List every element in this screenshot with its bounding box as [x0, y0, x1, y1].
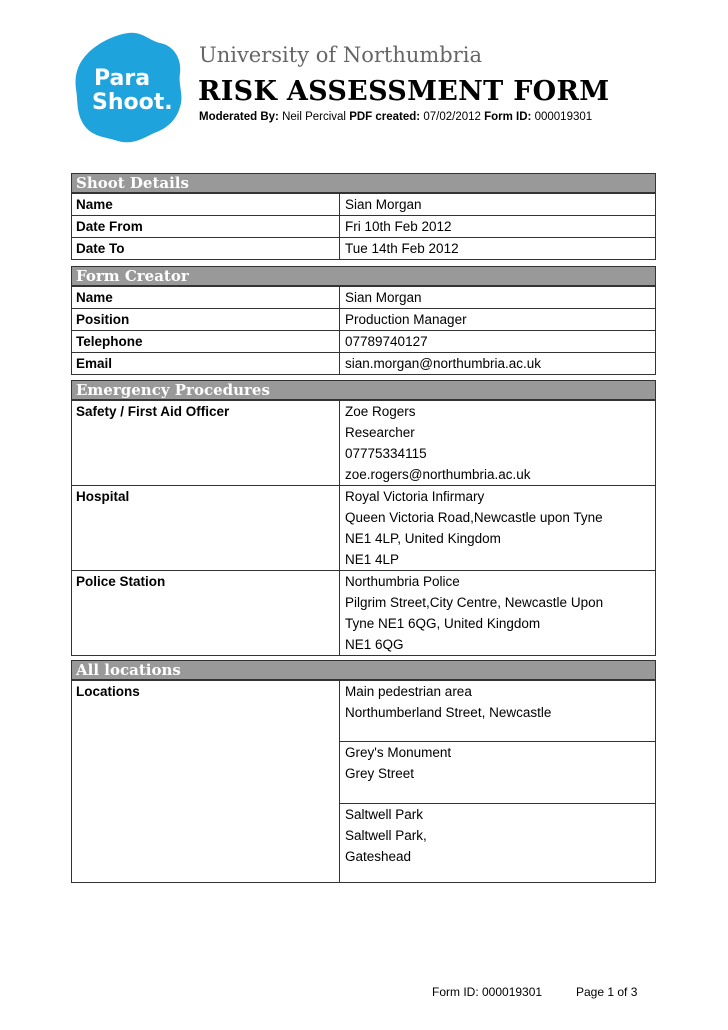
shoot-details-section [71, 173, 656, 260]
row-label: Email [76, 356, 113, 371]
row-value-line: NE1 4LP [345, 552, 400, 567]
moderated-label: Moderated By: [199, 111, 279, 123]
row-label: Name [76, 197, 113, 212]
row-value-line: Pilgrim Street,City Centre, Newcastle Upon [345, 595, 604, 610]
location-line: Grey Street [345, 766, 415, 781]
section-heading: All locations [71, 660, 656, 680]
location-group [340, 681, 655, 742]
row-label: Date To [76, 241, 125, 256]
pdf-created-value: 07/02/2012 [423, 111, 481, 123]
table-row [72, 309, 656, 331]
moderated-value: Neil Percival [282, 111, 346, 123]
row-label: Police Station [76, 574, 166, 589]
row-label: Telephone [76, 334, 143, 349]
row-value: Production Manager [345, 312, 467, 327]
table-row [72, 331, 656, 353]
parashoot-logo [72, 29, 185, 146]
row-value: Tue 14th Feb 2012 [345, 241, 459, 256]
row-label: Name [76, 290, 113, 305]
location-line: Saltwell Park, [345, 828, 427, 843]
page-footer [432, 985, 638, 999]
row-value-line: NE1 6QG [345, 637, 404, 652]
row-value: Fri 10th Feb 2012 [345, 219, 452, 234]
row-label: Position [76, 312, 130, 327]
row-label: Hospital [76, 489, 130, 504]
shoot-details-table [71, 193, 656, 260]
pdf-created-label: PDF created: [349, 111, 421, 123]
emergency-table [71, 400, 656, 656]
table-row [72, 486, 656, 571]
logo-text-shoot: Shoot. [92, 90, 173, 115]
table-row [72, 194, 656, 216]
form-meta [199, 110, 592, 124]
location-group [340, 742, 655, 804]
location-group [340, 804, 655, 882]
location-line: Grey's Monument [345, 745, 452, 760]
section-heading: Emergency Procedures [71, 380, 656, 400]
location-line: Gateshead [345, 849, 412, 864]
location-line: Main pedestrian area [345, 684, 472, 699]
section-heading: Shoot Details [71, 173, 656, 193]
row-value: Sian Morgan [345, 290, 422, 305]
row-value-line: Zoe Rogers [345, 404, 416, 419]
row-label: Safety / First Aid Officer [76, 404, 230, 419]
row-value-line: 07775334115 [345, 446, 427, 461]
table-row [72, 571, 656, 656]
row-value: Sian Morgan [345, 197, 422, 212]
row-value-line: Tyne NE1 6QG, United Kingdom [345, 616, 541, 631]
table-row [72, 238, 656, 260]
page-number: Page 1 of 3 [576, 985, 638, 999]
row-value-line: Northumbria Police [345, 574, 460, 589]
university-name: University of Northumbria [199, 43, 483, 67]
form-creator-section [71, 266, 656, 375]
row-label: Date From [76, 219, 143, 234]
row-value-line: Royal Victoria Infirmary [345, 489, 485, 504]
table-row [72, 353, 656, 375]
row-value-line: zoe.rogers@northumbria.ac.uk [345, 467, 531, 482]
form-creator-table [71, 286, 656, 375]
table-row [72, 216, 656, 238]
row-value: 07789740127 [345, 334, 428, 349]
row-value-line: Queen Victoria Road,Newcastle upon Tyne [345, 510, 603, 525]
form-id-label: Form ID: [484, 111, 532, 123]
table-row [72, 287, 656, 309]
row-value: sian.morgan@northumbria.ac.uk [345, 356, 542, 371]
all-locations-section [71, 660, 656, 883]
row-value-line: Researcher [345, 425, 415, 440]
locations-table [71, 680, 656, 883]
section-heading: Form Creator [71, 266, 656, 286]
emergency-procedures-section [71, 380, 656, 656]
location-line: Northumberland Street, Newcastle [345, 705, 552, 720]
form-title: RISK ASSESSMENT FORM [198, 76, 610, 107]
table-row [72, 681, 656, 883]
location-line: Saltwell Park [345, 807, 424, 822]
row-value-line: NE1 4LP, United Kingdom [345, 531, 501, 546]
form-id-value: 000019301 [534, 111, 593, 123]
table-row [72, 401, 656, 486]
footer-form-id: Form ID: 000019301 [432, 985, 543, 999]
row-label: Locations [76, 684, 140, 699]
logo-text-para: Para [94, 66, 151, 91]
